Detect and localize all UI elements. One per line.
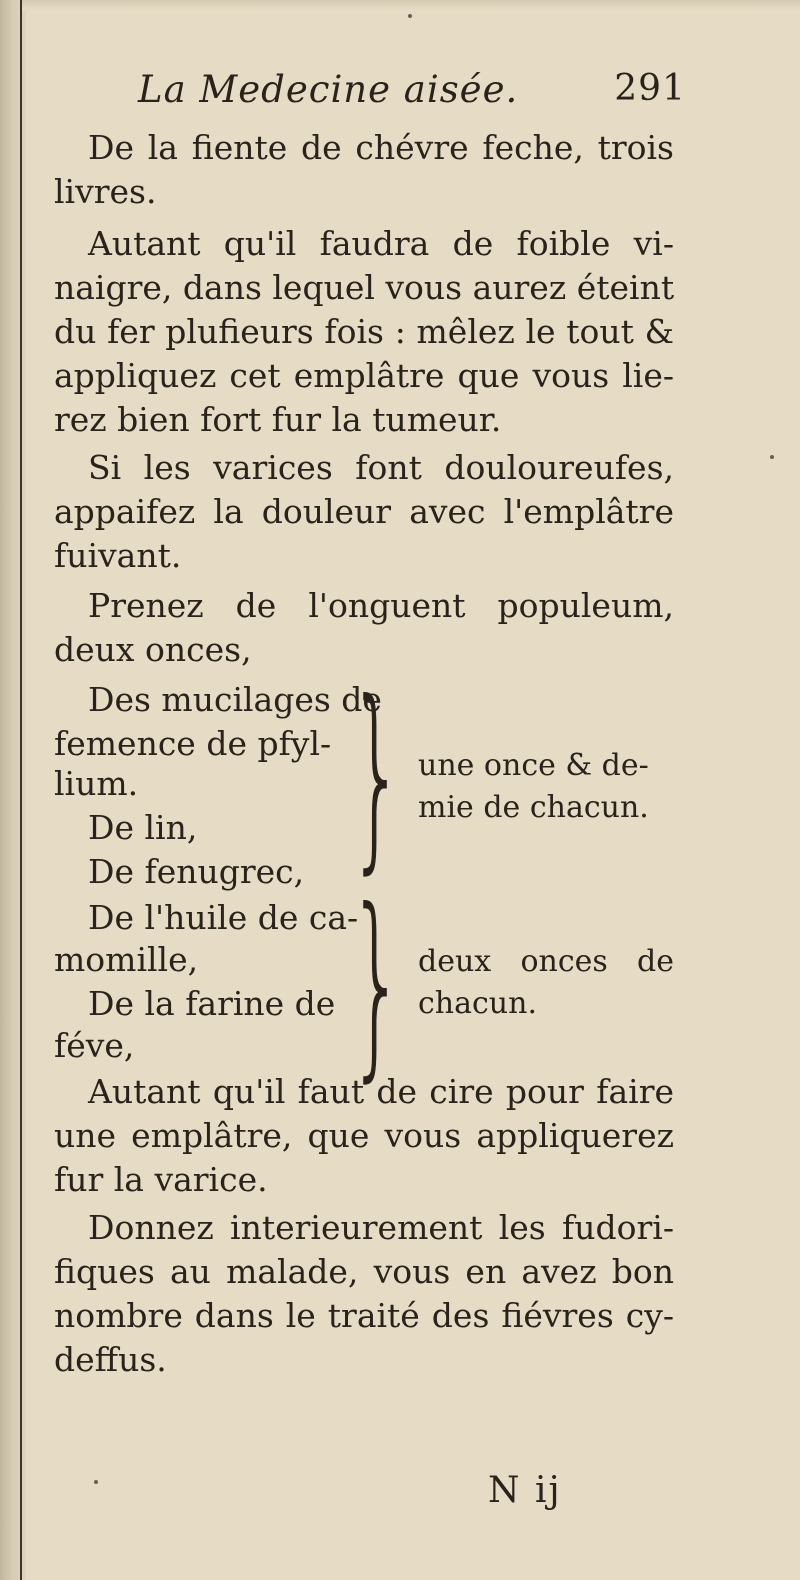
running-head: La Medecine aisée. (138, 68, 519, 111)
text-line: fur la varice. (54, 1160, 268, 1199)
recipe-dose: deux onces de (418, 944, 674, 979)
recipe-item: momille, (54, 940, 199, 979)
text-line: Autant qu'il faut de cire pour faire (88, 1072, 674, 1111)
text-line: du fer plufieurs fois : mêlez le tout & (54, 312, 674, 351)
paper-speck (408, 14, 412, 18)
text-line: fiques au malade, vous en avez bon (54, 1252, 674, 1291)
text-line: deffus. (54, 1340, 167, 1379)
page-number: 291 (614, 68, 686, 109)
book-spine-shadow (0, 0, 26, 1580)
recipe-item: féve, (54, 1026, 135, 1065)
text-line: une emplâtre, que vous appliquerez (54, 1116, 674, 1155)
text-line: nombre dans le traité des fiévres cy- (54, 1296, 674, 1335)
text-line: fuivant. (54, 536, 182, 575)
text-line: rez bien fort fur la tumeur. (54, 400, 502, 439)
text-line: Autant qu'il faudra de foible vi- (88, 224, 674, 263)
curly-brace: } (348, 659, 406, 892)
text-line: Si les varices font douloureufes, (88, 448, 674, 487)
text-line: De la fiente de chévre feche, trois (88, 128, 674, 167)
paper-speck (94, 1480, 98, 1484)
page-header (138, 68, 686, 118)
text-line: appliquez cet emplâtre que vous lie- (54, 356, 674, 395)
page-top-edge (22, 0, 800, 10)
text-line: Donnez interieurement les fudori- (88, 1208, 674, 1247)
recipe-item: De fenugrec, (88, 852, 305, 891)
recipe-item: lium. (54, 764, 139, 803)
recipe-item: femence de pfyl- (54, 724, 332, 763)
recipe-dose: une once & de- (418, 748, 649, 783)
recipe-item: De la farine de (88, 984, 336, 1023)
text-line: livres. (54, 172, 157, 211)
paper-speck (770, 455, 774, 459)
curly-brace: } (348, 867, 406, 1100)
text-line: naigre, dans lequel vous aurez éteint (54, 268, 675, 307)
recipe-dose: mie de chacun. (418, 790, 649, 825)
recipe-item: Des mucilages de (88, 680, 382, 719)
signature-mark: N ij (488, 1470, 562, 1511)
page-edge-line (20, 0, 22, 1580)
recipe-item: De lin, (88, 808, 198, 847)
text-line: appaifez la douleur avec l'emplâtre (54, 492, 674, 531)
recipe-item: De l'huile de ca- (88, 898, 359, 937)
text-line: Prenez de l'onguent populeum, (88, 586, 674, 625)
text-line: deux onces, (54, 630, 252, 669)
recipe-dose: chacun. (418, 986, 537, 1021)
